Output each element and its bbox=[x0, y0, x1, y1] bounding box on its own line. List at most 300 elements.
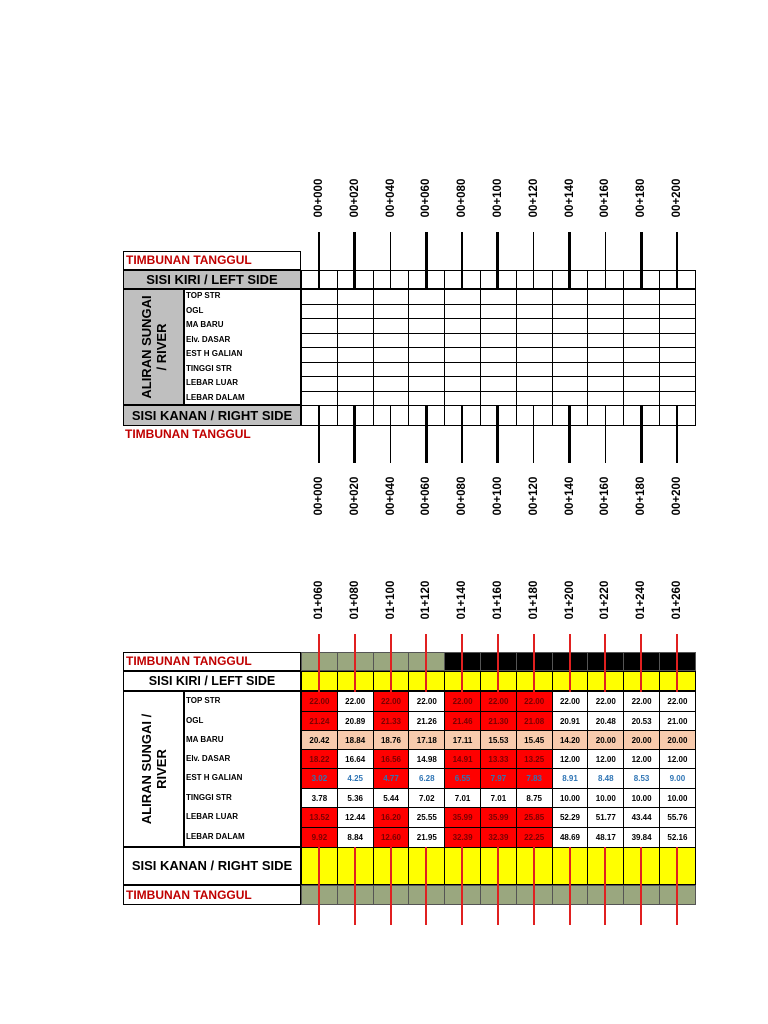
station-tick bbox=[425, 847, 427, 925]
station-label bbox=[590, 168, 620, 228]
empty-cell bbox=[301, 333, 338, 349]
empty-cell bbox=[301, 391, 338, 407]
data-cell: 20.91 bbox=[552, 711, 589, 731]
station-tick bbox=[569, 847, 571, 925]
empty-cell bbox=[480, 333, 517, 349]
table1-river-label: ALIRAN SUNGAI / RIVER bbox=[138, 295, 169, 399]
data-cell: 32.39 bbox=[480, 827, 517, 848]
station-tick bbox=[461, 634, 463, 692]
station-text: 00+040 bbox=[384, 178, 397, 218]
data-cell: 20.42 bbox=[301, 730, 338, 750]
station-label bbox=[411, 570, 441, 630]
data-cell: 22.00 bbox=[552, 691, 589, 712]
station-tick bbox=[604, 634, 606, 692]
data-cell: 22.00 bbox=[408, 691, 445, 712]
station-text: 01+120 bbox=[420, 580, 433, 620]
empty-cell bbox=[480, 318, 517, 334]
station-label bbox=[411, 168, 441, 228]
station-tick bbox=[533, 847, 535, 925]
empty-cell bbox=[552, 318, 589, 334]
station-label bbox=[376, 570, 406, 630]
data-cell: 5.36 bbox=[337, 788, 374, 808]
station-text: 00+080 bbox=[456, 178, 469, 218]
station-tick bbox=[497, 847, 499, 925]
data-cell: 16.20 bbox=[373, 807, 410, 828]
empty-cell bbox=[444, 391, 481, 407]
station-label bbox=[555, 570, 585, 630]
data-cell: 10.00 bbox=[552, 788, 589, 808]
data-cell: 25.55 bbox=[408, 807, 445, 828]
station-tick bbox=[496, 232, 499, 288]
data-cell: 20.48 bbox=[587, 711, 624, 731]
table2-right-side-label: SISI KANAN / RIGHT SIDE bbox=[123, 847, 301, 885]
empty-cell bbox=[373, 318, 410, 334]
data-cell: 14.91 bbox=[444, 749, 481, 769]
station-text: 01+240 bbox=[635, 580, 648, 620]
data-cell: 20.00 bbox=[587, 730, 624, 750]
station-label bbox=[626, 570, 656, 630]
station-tick bbox=[390, 405, 392, 463]
station-tick bbox=[568, 405, 571, 463]
station-text: 01+180 bbox=[527, 580, 540, 620]
data-cell: 22.00 bbox=[301, 691, 338, 712]
row-label-frame bbox=[184, 691, 301, 847]
data-cell: 7.97 bbox=[480, 768, 517, 789]
row-label: LEBAR DALAM bbox=[186, 392, 245, 402]
data-cell: 22.00 bbox=[444, 691, 481, 712]
empty-cell bbox=[444, 333, 481, 349]
empty-cell bbox=[337, 362, 374, 378]
row-label: TINGGI STR bbox=[186, 363, 232, 373]
empty-cell bbox=[516, 289, 553, 305]
data-cell: 10.00 bbox=[623, 788, 660, 808]
data-cell: 21.08 bbox=[516, 711, 553, 731]
data-cell: 20.53 bbox=[623, 711, 660, 731]
data-cell: 17.18 bbox=[408, 730, 445, 750]
station-tick bbox=[354, 847, 356, 925]
data-cell: 51.77 bbox=[587, 807, 624, 828]
empty-cell bbox=[623, 376, 660, 392]
data-cell: 3.78 bbox=[301, 788, 338, 808]
row-label: TOP STR bbox=[186, 696, 221, 705]
station-text: 00+060 bbox=[420, 178, 433, 218]
station-tick bbox=[461, 232, 463, 288]
empty-cell bbox=[659, 289, 696, 305]
data-cell: 48.17 bbox=[587, 827, 624, 848]
row-label-frame bbox=[184, 289, 301, 405]
row-label: EST H GALIAN bbox=[186, 773, 243, 782]
empty-cell bbox=[587, 289, 624, 305]
station-text: 01+220 bbox=[599, 580, 612, 620]
station-tick bbox=[496, 405, 499, 463]
data-cell: 4.25 bbox=[337, 768, 374, 789]
station-label bbox=[555, 168, 585, 228]
data-cell: 8.84 bbox=[337, 827, 374, 848]
station-text: 01+160 bbox=[491, 580, 504, 620]
station-tick bbox=[390, 847, 392, 925]
empty-cell bbox=[301, 304, 338, 320]
data-cell: 22.00 bbox=[659, 691, 696, 712]
empty-cell bbox=[552, 391, 589, 407]
empty-cell bbox=[480, 376, 517, 392]
station-text: 00+100 bbox=[491, 178, 504, 218]
empty-cell bbox=[408, 362, 445, 378]
empty-cell bbox=[659, 347, 696, 363]
empty-cell bbox=[337, 318, 374, 334]
station-label bbox=[483, 168, 513, 228]
data-cell: 6.55 bbox=[444, 768, 481, 789]
empty-cell bbox=[408, 289, 445, 305]
station-tick bbox=[676, 847, 678, 925]
station-label bbox=[662, 168, 692, 228]
data-cell: 52.16 bbox=[659, 827, 696, 848]
data-cell: 13.25 bbox=[516, 749, 553, 769]
empty-cell bbox=[516, 391, 553, 407]
station-tick bbox=[640, 232, 643, 288]
station-label bbox=[447, 168, 477, 228]
data-cell: 12.44 bbox=[337, 807, 374, 828]
station-tick bbox=[605, 405, 607, 463]
empty-cell bbox=[444, 304, 481, 320]
empty-cell bbox=[337, 289, 374, 305]
station-text: 01+080 bbox=[348, 580, 361, 620]
data-cell: 15.53 bbox=[480, 730, 517, 750]
data-cell: 7.01 bbox=[444, 788, 481, 808]
empty-cell bbox=[373, 289, 410, 305]
data-cell: 16.64 bbox=[337, 749, 374, 769]
data-cell: 7.01 bbox=[480, 788, 517, 808]
empty-cell bbox=[659, 376, 696, 392]
row-label: Elv. DASAR bbox=[186, 754, 231, 763]
data-cell: 8.48 bbox=[587, 768, 624, 789]
empty-cell bbox=[337, 376, 374, 392]
row-label: Elv. DASAR bbox=[186, 334, 231, 344]
data-cell: 12.00 bbox=[552, 749, 589, 769]
table2-river-label: ALIRAN SUNGAI / RIVER bbox=[138, 713, 169, 825]
data-cell: 22.00 bbox=[516, 691, 553, 712]
station-tick bbox=[497, 634, 499, 692]
station-tick bbox=[318, 232, 320, 288]
empty-cell bbox=[444, 362, 481, 378]
station-tick bbox=[640, 847, 642, 925]
data-cell: 22.00 bbox=[337, 691, 374, 712]
table2-timbunan-top: TIMBUNAN TANGGUL bbox=[123, 652, 301, 671]
row-label: MA BARU bbox=[186, 735, 224, 744]
empty-cell bbox=[480, 391, 517, 407]
data-cell: 22.00 bbox=[587, 691, 624, 712]
empty-cell bbox=[373, 391, 410, 407]
empty-cell bbox=[587, 318, 624, 334]
empty-cell bbox=[337, 347, 374, 363]
station-tick bbox=[533, 232, 535, 288]
station-text: 00+160 bbox=[599, 476, 612, 516]
station-text: 00+140 bbox=[563, 178, 576, 218]
data-cell: 16.56 bbox=[373, 749, 410, 769]
empty-cell bbox=[301, 318, 338, 334]
empty-cell bbox=[373, 347, 410, 363]
data-cell: 21.46 bbox=[444, 711, 481, 731]
empty-cell bbox=[408, 347, 445, 363]
data-cell: 8.91 bbox=[552, 768, 589, 789]
station-label bbox=[304, 466, 334, 526]
empty-cell bbox=[408, 333, 445, 349]
station-label bbox=[304, 570, 334, 630]
station-tick bbox=[425, 405, 428, 463]
empty-cell bbox=[373, 333, 410, 349]
row-label: EST H GALIAN bbox=[186, 349, 243, 358]
data-cell: 25.85 bbox=[516, 807, 553, 828]
row-label: TOP STR bbox=[186, 291, 221, 300]
station-text: 01+200 bbox=[563, 580, 576, 620]
station-tick bbox=[461, 405, 463, 463]
empty-cell bbox=[587, 304, 624, 320]
empty-cell bbox=[301, 376, 338, 392]
empty-cell bbox=[587, 391, 624, 407]
empty-cell bbox=[587, 376, 624, 392]
station-label bbox=[483, 466, 513, 526]
empty-cell bbox=[373, 304, 410, 320]
empty-cell bbox=[408, 391, 445, 407]
data-cell: 22.00 bbox=[480, 691, 517, 712]
station-label bbox=[662, 466, 692, 526]
data-cell: 32.39 bbox=[444, 827, 481, 848]
station-text: 00+000 bbox=[312, 476, 325, 516]
station-label bbox=[411, 466, 441, 526]
station-tick bbox=[353, 405, 356, 463]
station-tick bbox=[318, 847, 320, 925]
station-text: 00+200 bbox=[670, 178, 683, 218]
station-label bbox=[519, 168, 549, 228]
station-text: 00+080 bbox=[456, 476, 469, 516]
table1-river-label-box bbox=[123, 289, 184, 405]
data-cell: 6.28 bbox=[408, 768, 445, 789]
row-label: LEBAR LUAR bbox=[186, 378, 238, 387]
empty-cell bbox=[552, 376, 589, 392]
data-cell: 10.00 bbox=[659, 788, 696, 808]
empty-cell bbox=[552, 304, 589, 320]
data-cell: 52.29 bbox=[552, 807, 589, 828]
empty-cell bbox=[659, 318, 696, 334]
empty-cell bbox=[480, 304, 517, 320]
empty-cell bbox=[301, 289, 338, 305]
station-text: 00+100 bbox=[491, 476, 504, 516]
empty-cell bbox=[480, 289, 517, 305]
data-cell: 4.77 bbox=[373, 768, 410, 789]
station-tick bbox=[425, 232, 428, 288]
station-tick bbox=[676, 405, 678, 463]
station-tick bbox=[353, 232, 356, 288]
empty-cell bbox=[516, 333, 553, 349]
empty-cell bbox=[301, 362, 338, 378]
data-cell: 35.99 bbox=[444, 807, 481, 828]
data-cell: 35.99 bbox=[480, 807, 517, 828]
empty-cell bbox=[552, 333, 589, 349]
row-label: OGL bbox=[186, 305, 204, 315]
station-text: 00+160 bbox=[599, 178, 612, 218]
station-text: 00+000 bbox=[312, 178, 325, 218]
data-cell: 14.20 bbox=[552, 730, 589, 750]
station-tick bbox=[318, 405, 320, 463]
data-cell: 17.11 bbox=[444, 730, 481, 750]
station-label bbox=[590, 466, 620, 526]
data-cell: 14.98 bbox=[408, 749, 445, 769]
station-tick bbox=[640, 405, 643, 463]
table2-river-label-box bbox=[123, 691, 184, 847]
empty-cell bbox=[623, 304, 660, 320]
station-label bbox=[483, 570, 513, 630]
data-cell: 20.89 bbox=[337, 711, 374, 731]
station-tick bbox=[533, 405, 535, 463]
station-text: 01+140 bbox=[456, 580, 469, 620]
empty-cell bbox=[623, 347, 660, 363]
data-cell: 9.00 bbox=[659, 768, 696, 789]
station-text: 00+120 bbox=[527, 178, 540, 218]
empty-cell bbox=[480, 362, 517, 378]
row-label: LEBAR DALAM bbox=[186, 832, 245, 841]
data-cell: 55.76 bbox=[659, 807, 696, 828]
data-cell: 22.00 bbox=[623, 691, 660, 712]
data-cell: 21.26 bbox=[408, 711, 445, 731]
empty-cell bbox=[337, 391, 374, 407]
empty-cell bbox=[623, 333, 660, 349]
data-cell: 18.22 bbox=[301, 749, 338, 769]
empty-cell bbox=[444, 376, 481, 392]
station-label bbox=[447, 570, 477, 630]
empty-cell bbox=[587, 347, 624, 363]
data-cell: 10.00 bbox=[587, 788, 624, 808]
station-label bbox=[555, 466, 585, 526]
station-text: 00+020 bbox=[348, 178, 361, 218]
station-text: 01+100 bbox=[384, 580, 397, 620]
data-cell: 21.33 bbox=[373, 711, 410, 731]
station-text: 00+020 bbox=[348, 476, 361, 516]
data-cell: 39.84 bbox=[623, 827, 660, 848]
data-cell: 20.00 bbox=[659, 730, 696, 750]
station-tick bbox=[676, 232, 678, 288]
empty-cell bbox=[337, 304, 374, 320]
row-label: MA BARU bbox=[186, 320, 224, 329]
table1-timbunan-top: TIMBUNAN TANGGUL bbox=[123, 251, 301, 270]
empty-cell bbox=[516, 376, 553, 392]
empty-cell bbox=[659, 391, 696, 407]
station-text: 00+180 bbox=[635, 476, 648, 516]
station-text: 00+040 bbox=[384, 476, 397, 516]
table2-left-side-label: SISI KIRI / LEFT SIDE bbox=[123, 671, 301, 691]
station-label bbox=[340, 168, 370, 228]
station-tick bbox=[676, 634, 678, 692]
empty-cell bbox=[301, 347, 338, 363]
station-text: 01+260 bbox=[670, 580, 683, 620]
station-label bbox=[304, 168, 334, 228]
data-cell: 8.75 bbox=[516, 788, 553, 808]
empty-cell bbox=[552, 289, 589, 305]
data-cell: 12.60 bbox=[373, 827, 410, 848]
station-text: 00+120 bbox=[527, 476, 540, 516]
data-cell: 43.44 bbox=[623, 807, 660, 828]
station-text: 01+060 bbox=[312, 580, 325, 620]
data-cell: 22.25 bbox=[516, 827, 553, 848]
empty-cell bbox=[623, 391, 660, 407]
station-label bbox=[626, 168, 656, 228]
data-cell: 21.24 bbox=[301, 711, 338, 731]
empty-cell bbox=[408, 304, 445, 320]
empty-cell bbox=[516, 318, 553, 334]
empty-cell bbox=[408, 318, 445, 334]
empty-cell bbox=[659, 304, 696, 320]
station-tick bbox=[390, 634, 392, 692]
empty-cell bbox=[587, 333, 624, 349]
station-label bbox=[376, 168, 406, 228]
station-tick bbox=[604, 847, 606, 925]
station-tick bbox=[390, 232, 392, 288]
station-tick bbox=[568, 232, 571, 288]
data-cell: 13.33 bbox=[480, 749, 517, 769]
empty-cell bbox=[480, 347, 517, 363]
data-cell: 3.02 bbox=[301, 768, 338, 789]
station-label bbox=[340, 570, 370, 630]
empty-cell bbox=[623, 362, 660, 378]
empty-cell bbox=[408, 376, 445, 392]
empty-cell bbox=[516, 304, 553, 320]
empty-cell bbox=[373, 376, 410, 392]
empty-cell bbox=[444, 318, 481, 334]
data-cell: 20.00 bbox=[623, 730, 660, 750]
station-label bbox=[519, 570, 549, 630]
data-cell: 21.95 bbox=[408, 827, 445, 848]
data-cell: 21.30 bbox=[480, 711, 517, 731]
data-cell: 18.84 bbox=[337, 730, 374, 750]
station-tick bbox=[425, 634, 427, 692]
data-cell: 8.53 bbox=[623, 768, 660, 789]
data-cell: 12.00 bbox=[587, 749, 624, 769]
empty-cell bbox=[516, 362, 553, 378]
station-tick bbox=[461, 847, 463, 925]
empty-cell bbox=[659, 333, 696, 349]
station-tick bbox=[640, 634, 642, 692]
row-label: TINGGI STR bbox=[186, 793, 232, 802]
station-tick bbox=[318, 634, 320, 692]
station-tick bbox=[354, 634, 356, 692]
station-label bbox=[447, 466, 477, 526]
data-cell: 9.92 bbox=[301, 827, 338, 848]
table2-timbunan-bottom: TIMBUNAN TANGGUL bbox=[123, 885, 301, 905]
table1-left-side-label: SISI KIRI / LEFT SIDE bbox=[123, 270, 301, 289]
empty-cell bbox=[373, 362, 410, 378]
station-text: 00+060 bbox=[420, 476, 433, 516]
data-cell: 13.52 bbox=[301, 807, 338, 828]
data-cell: 5.44 bbox=[373, 788, 410, 808]
row-label: LEBAR LUAR bbox=[186, 812, 238, 821]
data-cell: 21.00 bbox=[659, 711, 696, 731]
station-label bbox=[662, 570, 692, 630]
station-label bbox=[626, 466, 656, 526]
data-cell: 7.83 bbox=[516, 768, 553, 789]
row-label: OGL bbox=[186, 716, 204, 725]
station-label bbox=[590, 570, 620, 630]
empty-cell bbox=[444, 289, 481, 305]
data-cell: 12.00 bbox=[659, 749, 696, 769]
station-label bbox=[376, 466, 406, 526]
station-tick bbox=[569, 634, 571, 692]
empty-cell bbox=[552, 362, 589, 378]
data-cell: 48.69 bbox=[552, 827, 589, 848]
empty-cell bbox=[444, 347, 481, 363]
station-label bbox=[340, 466, 370, 526]
empty-cell bbox=[659, 362, 696, 378]
station-tick bbox=[605, 232, 607, 288]
station-label bbox=[519, 466, 549, 526]
data-cell: 7.02 bbox=[408, 788, 445, 808]
